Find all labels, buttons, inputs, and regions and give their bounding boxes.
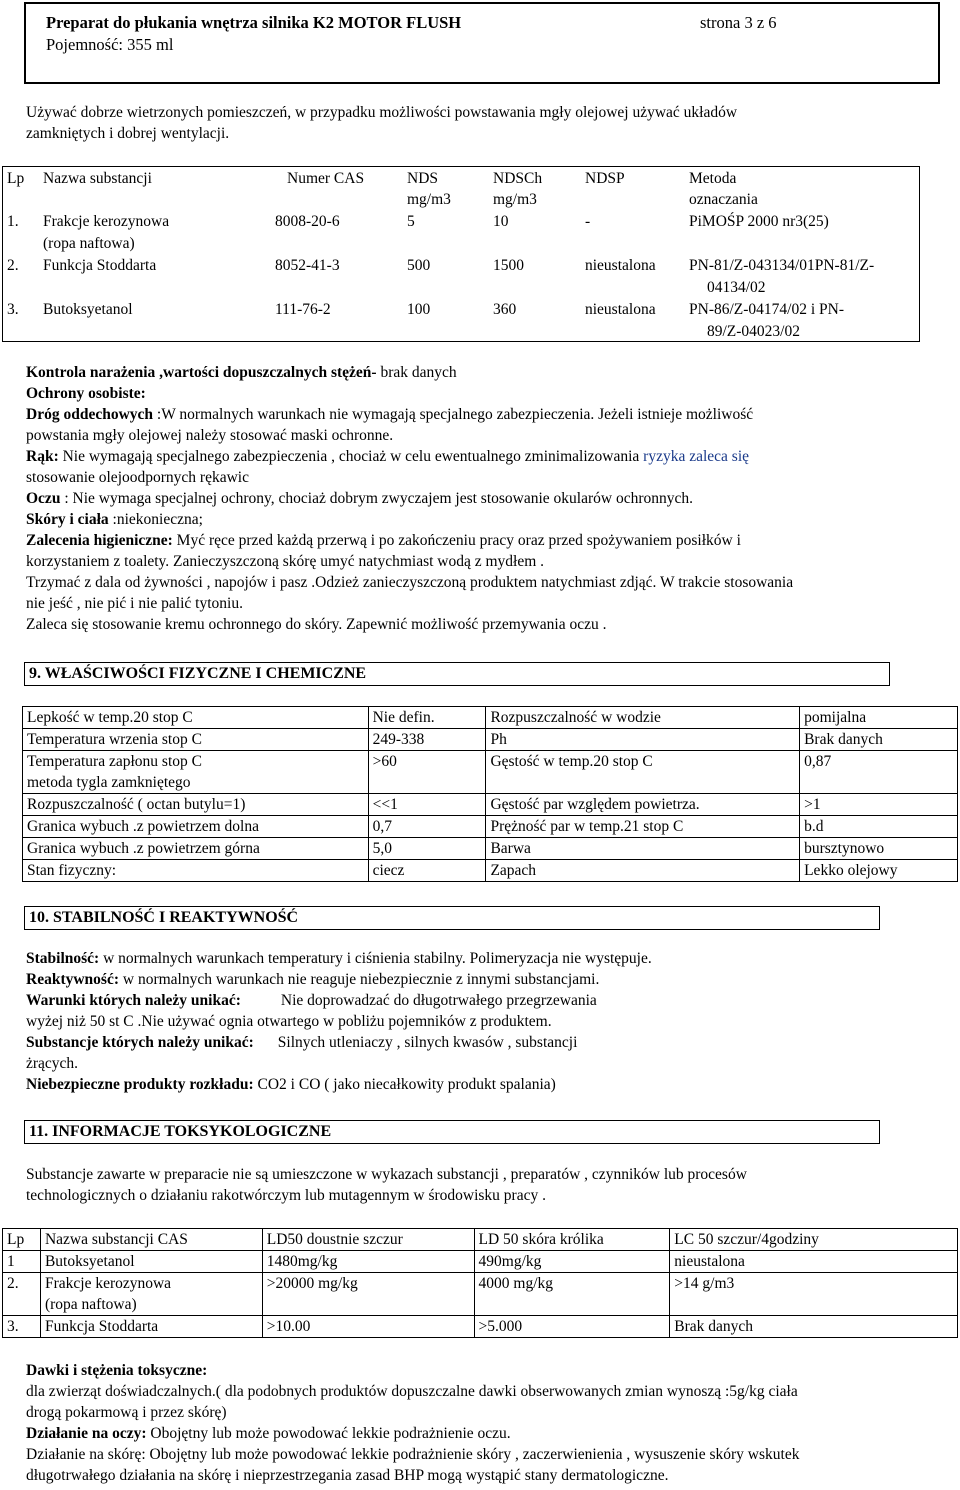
nds-table: Lp Nazwa substancji Numer CAS NDS mg/m3 NDSCh mg/m3 NDSP Metoda oznaczania 1. Frakcje kerozynowa (ropa naftowa) 8008-20-6 5 10 - PiMOŚP 2000 nr3(25) 2. Funkcja Stoddarta 8052-41-3 500 1500 nieustalona PN-81/Z-043134/01PN-81/Z- 04134/02 3. Butoksyetanol 111-76-2 100 360 nieustalona PN-86/Z-04174/02 i PN- 89/Z-04023/02 (2, 166, 920, 342)
document-title: Preparat do płukania wnętrza silnika K2 MOTOR FLUSH (46, 13, 462, 32)
table-row: 3. (7, 301, 19, 318)
table-row: Granica wybuch .z powietrzem dolna 0,7 Prężność par w temp.21 stop C b.d (23, 816, 958, 838)
stability-section: Stabilność: w normalnych warunkach temperatury i ciśnienia stabilny. Polimeryzacja nie występuje. Reaktywność: w normalnych warunkach nie reaguje niebezpiecznie z innymi substancjami. Warunki których należy unikać: Nie doprowadzać do długotrwałego przegrzewania wyżej niż 50 st C .Nie używać ognia otwartego w pobliżu pojemników z produktem. Substancje których należy unikać: Silnych utleniaczy , silnych kwasów , substancji żrących. Niebezpieczne produkty rozkładu: CO2 i CO ( jako niecałkowity produkt spalania) (26, 950, 652, 1093)
table-row: Granica wybuch .z powietrzem górna 5,0 Barwa bursztynowo (23, 838, 958, 860)
physical-properties-table (22, 706, 958, 882)
section-9-heading: 9. WŁAŚCIWOŚCI FIZYCZNE I CHEMICZNE (24, 662, 890, 686)
table-row: Lp Nazwa substancji CAS LD50 doustnie szczur LD 50 skóra królika LC 50 szczur/4godziny (3, 1229, 958, 1251)
section-11-heading: 11. INFORMACJE TOKSYKOLOGICZNE (24, 1120, 880, 1144)
table-row: Stan fizyczny: ciecz Zapach Lekko olejowy (23, 860, 958, 882)
table-row: 3. Funkcja Stoddarta >10.00 >5.000 Brak danych (3, 1316, 958, 1338)
toxic-doses: Dawki i stężenia toksyczne: dla zwierząt doświadczalnych.( dla podobnych produktów dopuszczalne dawki obserwowanych zmian wynoszą :5g/kg ciała drogą pokarmową i przez skórę) Działanie na oczy: Obojętny lub może powodować lekkie podrażnienie oczu. Działanie na skórę: Obojętny lub może powodować lekkie podrażnienie skóry , zaczerwienienia , wysuszenie skóry wskutek długotrwałego działania na skórę i nieprzestrzegania zasad BHP mogą wystąpić stany dermatologiczne. (26, 1362, 800, 1484)
table-row: Lepkość w temp.20 stop C Nie defin. Rozpuszczalność w wodzie pomijalna (23, 707, 958, 729)
table-row: 2. (7, 257, 19, 274)
section-10-heading: 10. STABILNOŚĆ I REAKTYWNOŚĆ (24, 906, 880, 930)
toxicity-table (2, 1228, 958, 1338)
capacity: Pojemność: 355 ml (46, 35, 174, 54)
page-number: strona 3 z 6 (700, 13, 777, 32)
table-row: 1. (7, 213, 19, 230)
table-row: Rozpuszczalność ( octan butylu=1) <<1 Gęstość par względem powietrza. >1 (23, 794, 958, 816)
exposure-controls: Kontrola narażenia ,wartości dopuszczalnych stężeń- brak danych Ochrony osobiste: Dróg oddechowych :W normalnych warunkach nie wymagają specjalnego zabezpieczenia. Jeżeli istnieje możliwość powstania mgły olejowej należy stosować maski ochronne. Rąk: Nie wymagają specjalnego zabezpieczenia , chociaż w celu ewentualnego zminimalizowania ryzyka zaleca się stosowanie olejoodpornych rękawic Oczu : Nie wymaga specjalnej ochrony, chociaż dobrym zwyczajem jest stosowanie okularów ochronnych. Skóry i ciała :niekonieczna; Zalecenia higieniczne: Myć ręce przed każdą przerwą i po zakończeniu pracy oraz przed spożywaniem posiłków i korzystaniem z toalety. Zanieczyszczoną skórę umyć natychmiast wodą z mydłem . Trzymać z dala od żywności , napojów i pasz .Odzież zanieczyszczoną produktem natychmiast zdjąć. W trakcie stosowania nie jeść , nie pić i nie palić tytoniu. Zaleca się stosowanie kremu ochronnego do skóry. Zapewnić możliwość przemywania oczu . (26, 364, 794, 633)
table-row: Temperatura zapłonu stop C metoda tygla zamkniętego >60 Gęstość w temp.20 stop C 0,87 (23, 751, 958, 794)
intro-paragraph: Używać dobrze wietrzonych pomieszczeń, w przypadku możliwości powstawania mgły olejowej używać układów zamkniętych i dobrej wentylacji. (26, 104, 738, 142)
toxicology-intro: Substancje zawarte w preparacie nie są umieszczone w wykazach substancji , preparatów , czynników lub procesów technologicznych o działaniu rakotwórczym lub mutagennym w środowisku pracy . (26, 1166, 747, 1204)
table-row: 2. Frakcje kerozynowa (ropa naftowa) >20000 mg/kg 4000 mg/kg >14 g/m3 (3, 1273, 958, 1316)
table-row: Temperatura wrzenia stop C 249-338 Ph Brak danych (23, 729, 958, 751)
table-row: 1 Butoksyetanol 1480mg/kg 490mg/kg nieustalona (3, 1251, 958, 1273)
